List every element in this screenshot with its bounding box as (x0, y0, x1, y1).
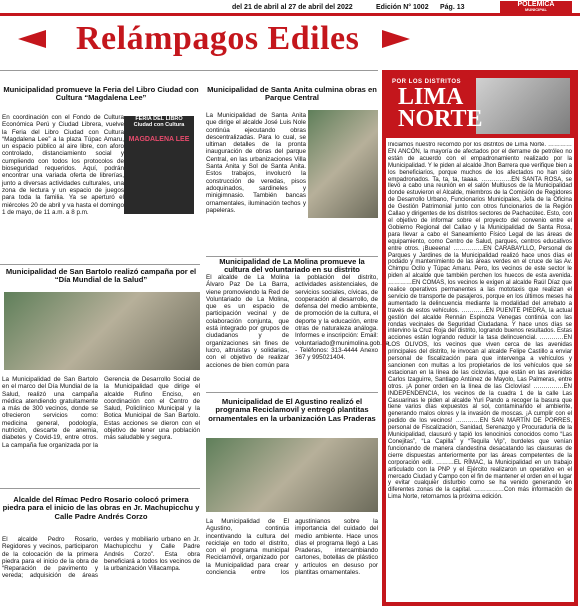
newspaper-logo (500, 1, 572, 13)
divider (0, 488, 200, 489)
date-range: del 21 de abril al 27 de abril del 2022 (232, 4, 353, 11)
san-bartolo-photo (4, 292, 200, 370)
headline-la-molina: Municipalidad de La Molina promueve la cultura del voluntariado en su distrito (219, 257, 365, 275)
top-red-line (0, 13, 580, 16)
divider (0, 70, 378, 71)
logo-top: POLÉMICA (517, 1, 555, 8)
sidebar-title (398, 86, 483, 130)
section-title: Relámpagos Ediles (76, 20, 360, 57)
body-santa-anita: La Municipalidad de Santa Anita que dirige el alcalde José Luis Nole continúa ejecutando obras descentralizadas. Para lo cual, se ultiman detalles de la pronta inauguración de obras del parque Central, en las urbanizaciones Villa Santa Anita y Sol de Santa Anita. Estos trabajos, involucró la construcción de veredas, pisos adoquinados, sardineles y minigimnasio. También bancas ornamentales, iluminación techos y papeleras. (206, 112, 306, 214)
headline-santa-anita: Municipalidad de Santa Anita culmina obras en Parque Central (207, 85, 377, 103)
edition-number: Edición N° 1002 (376, 4, 429, 11)
headline-feria: Municipalidad promueve la Feria del Libro Ciudad con Cultura “Magdalena Lee” (3, 85, 199, 103)
body-el-agustino: La Municipalidad de El Agustino, continúa incentivando la cultura del reciclaje en todo el distrito, con el programa municipal Reciclamóvil, organizado por la Municipalidad para crear conciencia entre los agustinianos sobre la importancia del cuidado del medio ambiente. Hace unos días el programa llegó a Las Praderas, intercambiando cartones, botellas de plástico y artículos en desuso por plantitas ornamentales. (206, 518, 378, 577)
body-feria: En coordinación con el Fondo de Cultura Económica Perú y Ciudad Librera, vuelve la Feria del Libro Ciudad con Cultura “Magdalena Lee” a la plaza Túpac Amaru, un espacio público al aire libre, con aforo controlado, distanciamiento social y cumpliendo con todos los protocolos de bioseguridad requeridos. Aquí, podrán encontrar una variada oferta de librerías, junto a diversas actividades culturales, una zona de lectura y un espacio de juegos para toda la familia. Ya se aperturó el miércoles 20 de abril y va hasta el domingo 1 de mayo, de 11 a.m. a 8 p.m. (2, 114, 124, 216)
divider (206, 392, 378, 393)
right-arrow-icon (382, 30, 410, 48)
sidebar-body: Iniciamos nuestro recorrido por los distritos de Lima Norte. …………EN ANCÓN, la mayoría de afectados por el derrame de petróleo no están de acuerdo con el empadronamiento realizado por la Municipalidad. Y le piden al alcalde Jhon Barrera que verifique bien a los beneficiarios, porque muchos de los afectados no han sido empadronados. Ta, ta, ta, taaaa. ……………EN SANTA ROSA, se llevó a cabo una reunión en el salón Multiusos de la Municipalidad donde estuvieron el Alcalde, miembros de la Comisión de Regidores de Desarrollo Urbano, Funcionarios Municipales, Jefa de la Oficina de Gestión Patrimonial junto con otros funcionarios de la Región Callao y dirigentes de los distritos sectores de Pachacútec. Esto, con el objetivo de informar sobre el proyecto del convenio entre el Gobierno Regional del Callao y la Municipalidad de Santa Rosa, para llevar a cabo el Saneamiento Físico Legal de las áreas de equipamiento, como Centro de Salud, parques, centros educativos entre otros. ¡Bueeena! ……………EN CARABAYLLO, Personal de Parques y Jardines de la Municipalidad realizó hace unos días el podado y mantenimiento de las áreas verdes en el cruce de las Av. Chimpu Ocllo y Túpac Amaru. Pero, los vecinos de este sector le piden al alcalde que también perchen los huecos de esta avenida. …………EN COMAS, los vecinos le exigen al alcalde Raúl Díaz que realice operativos permanentes a las mototaxis que realizan el servicio de transporte de pasajeros, porque en los últimos meses ha aumentado la delincuencia mediante la modalidad del arrebato a través de estos vehículos. …………EN PUENTE PIEDRA, la actual gestión del alcalde Rennán Espinoza Venegas continúa con las rondas vecinales de Seguridad Ciudadana. Y hace unos días se intervino la Cruz Roja del distrito, logrando buenos resultados. Estas acciones están logrando reducir la tasa delincuencial. …………EN LOS OLIVOS, los vecinos que viven cerca de las avenidas principales del distrito, le invocan al alcalde Felipe Castillo a enviar personal de fiscalización para que intervenga a vehículos y sancionen con multas a los propietarios de los vehículos que se estacionan en la línea de las ciclovías, que están en las avenidas Carlos Izaguirre, Santiago Antúnez de Mayolo, Las Palmeras, entre otros. ¡A poner orden en la línea de las Ciclovías! ……………EN INDEPENDENCIA, los vecinos de la cuadra 1 de la calle Las Casuarinas le piden al alcalde Yuri Pando a recoger la basura que tiene varios días expuestos al sol, contaminando el ambiente, generando malos olores y la invasión de moscas. ¡A cumplir con el pedido de los vecinos! …………EN SAN MARTÍN DE PORRES, personal de Fiscalización, Sanidad, Serenazgo y Procuraduría de la Municipalidad, clausuró y tapió los lenocinios conocidos como “Las Conejitas”, “La Capilla” y “Tequila Vip”, burdeles que venían funcionando de manera clandestina desacatando las clausuras de cierre dispuestas anteriormente por las áreas competentes de la corporación edil. ………EL RÍMAC, la Municipalidad en un trabajo articulado con la PNP y el Ejército realizaron un operativo en el mercado Ciudad y Campo con el fin de mantener el orden en el lugar y evitar cualquier disturbio como se ha venido generando en diferentes zonas de la capital. ……………Con más información de Lima Norte, retornamos la próxima edición. (388, 142, 572, 501)
sidebar-title-2: NORTE (398, 106, 483, 132)
poster-name: MAGDALENA LEE (128, 136, 190, 143)
headline-rimac: Alcalde del Rímac Pedro Rosario colocó primera piedra para el inicio de las obras en Jr. Machupicchu y Calle Padre Andrés Corzo (2, 495, 200, 521)
body-san-bartolo: La Municipalidad de San Bartolo en el marco del Día Mundial de la Salud, realizó una campaña médica atendiendo gratuitamente a más de 300 vecinos, donde se ofrecieron servicios como: medicina general, podología, nutrición, descarte de anemia, diabetes y Covid-19, entre otros. La campaña fue organizada por la Gerencia de Desarrollo Social de la Municipalidad que dirige el alcalde Rufino Enciso, en coordinación con el Centro de Salud, Policlínico Municipal y la Botica Municipal de San Bartolo. Estas acciones se dieron con el objetivo de tener una población más saludable y segura. (2, 376, 200, 449)
poster-mid: Ciudad con Cultura (133, 122, 185, 128)
body-rimac: El alcalde Pedro Rosario, Regidores y vecinos, participaron de la colocación de la primera piedra para el inicio de la obra de “Reparación de pavimento y vereda; adquisición de áreas verdes y mobiliario urbano en Jr. Machupicchu y Calle Padre Andrés Corzo”. Esta obra beneficiará a todos los vecinos de la urbanización Villacampa. (2, 536, 200, 580)
headline-el-agustino: Municipalidad de El Agustino realizó el programa Reciclamovil y entregó plantitas ornamentales en la urbanización Las Praderas (208, 397, 376, 423)
el-agustino-photo (206, 438, 378, 512)
sidebar-title-1: LIMA (398, 84, 464, 110)
santa-anita-photo (308, 110, 378, 218)
headline-san-bartolo: Municipalidad de San Bartolo realizó campaña por el “Día Mundial de la Salud” (5, 267, 197, 285)
left-arrow-icon (18, 30, 46, 48)
divider (0, 264, 200, 265)
body-la-molina: El alcalde de La Molina Álvaro Paz De La Barra, viene promoviendo la Red de Voluntariado de La Molina, que es un espacio de participación vecinal y de colaboración conjunta, que está integrado por grupos de ciudadanos y de organizaciones sin fines de lucro, altruistas y solidarias, con el objetivo de realizar acciones de bien común para la población del distrito, actividades asistenciales, de servicios sociales, cívicas, de cooperación al desarrollo, de defensa del medio ambiente, de promoción de la cultura, el deporte y la educación, entre otras de naturaleza análoga. Informes e inscripción: Email: voluntariado@munimolina.gob.pe - Teléfonos: 313-4444 Anexo 367 y 995021404. (206, 274, 389, 369)
page-number: Pág. 13 (440, 4, 465, 11)
feria-poster (124, 116, 194, 214)
lima-norte-photo (476, 78, 570, 134)
poster-top: FERIA DEL LIBRO (135, 116, 183, 122)
sidebar-subtitle: POR LOS DISTRITOS (392, 79, 462, 85)
logo-bottom: MUNICIPAL (525, 7, 547, 12)
